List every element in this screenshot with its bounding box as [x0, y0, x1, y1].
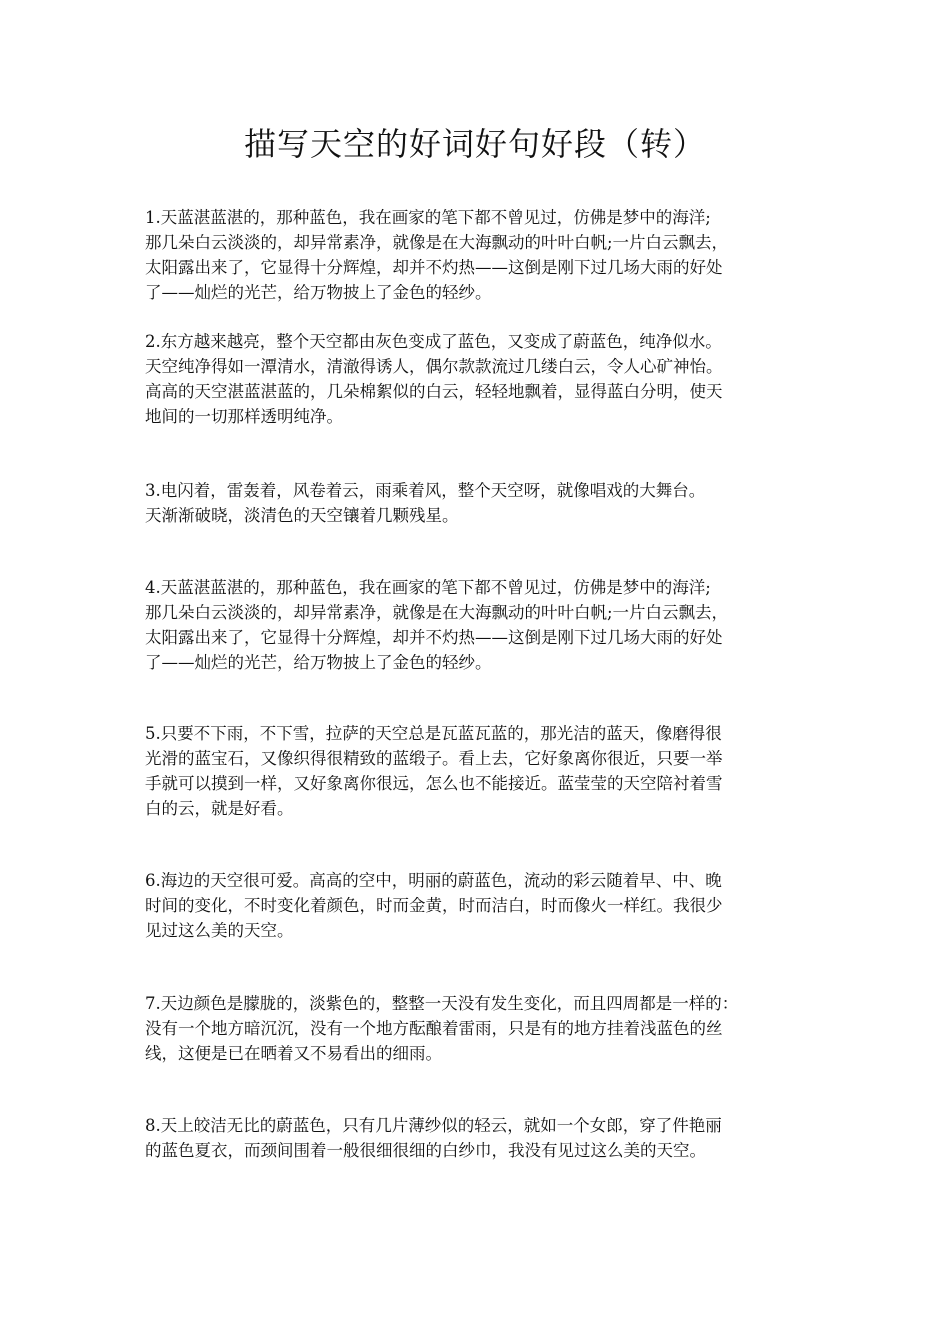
paragraph-line: 没有一个地方暗沉沉，没有一个地方酝酿着雷雨，只是有的地方挂着浅蓝色的丝: [145, 1019, 723, 1038]
paragraph-line: 2.东方越来越亮，整个天空都由灰色变成了蓝色，又变成了蔚蓝色，纯净似水。: [145, 332, 722, 351]
paragraph-line: 高高的天空湛蓝湛蓝的，几朵棉絮似的白云，轻轻地飘着，显得蓝白分明，使天: [145, 382, 723, 401]
paragraph-line: 天空纯净得如一潭清水，清澈得诱人，偶尔款款流过几缕白云，令人心矿神怡。: [145, 357, 723, 376]
paragraph-8: [145, 1113, 815, 1163]
paragraph-line: 光滑的蓝宝石，又像织得很精致的蓝缎子。看上去，它好象离你很近，只要一举: [145, 749, 723, 768]
paragraph-line: 手就可以摸到一样，又好象离你很远，怎么也不能接近。蓝莹莹的天空陪衬着雪: [145, 774, 723, 793]
paragraph-5: [145, 721, 815, 821]
paragraph-line: 了——灿烂的光芒，给万物披上了金色的轻纱。: [145, 283, 492, 302]
paragraph-4: [145, 575, 815, 675]
paragraph-3: [145, 478, 815, 528]
paragraph-2: [145, 329, 815, 429]
paragraph-line: 7.天边颜色是朦胧的，淡紫色的，整整一天没有发生变化，而且四周都是一样的：: [145, 994, 739, 1013]
paragraph-line: 那几朵白云淡淡的，却异常素净，就像是在大海飘动的叶叶白帆;一片白云飘去，: [145, 603, 729, 622]
paragraph-line: 时间的变化，不时变化着颜色，时而金黄，时而洁白，时而像火一样红。我很少: [145, 896, 723, 915]
paragraph-line: 1.天蓝湛蓝湛的，那种蓝色，我在画家的笔下都不曾见过，仿佛是梦中的海洋;: [145, 208, 711, 227]
paragraph-line: 太阳露出来了，它显得十分辉煌，却并不灼热——这倒是刚下过几场大雨的好处: [145, 258, 723, 277]
document-title: 描写天空的好词好句好段（转）: [243, 125, 706, 163]
paragraph-line: 了——灿烂的光芒，给万物披上了金色的轻纱。: [145, 653, 492, 672]
paragraph-line: 白的云，就是好看。: [145, 799, 294, 818]
paragraph-line: 地间的一切那样透明纯净。: [145, 407, 343, 426]
paragraph-line: 太阳露出来了，它显得十分辉煌，却并不灼热——这倒是刚下过几场大雨的好处: [145, 628, 723, 647]
paragraph-7: [145, 991, 815, 1066]
paragraph-line: 3.电闪着，雷轰着，风卷着云，雨乘着风，整个天空呀，就像唱戏的大舞台。: [145, 481, 706, 500]
paragraph-line: 天渐渐破晓，淡清色的天空镶着几颗残星。: [145, 506, 459, 525]
paragraph-6: [145, 868, 815, 943]
paragraph-line: 4.天蓝湛蓝湛的，那种蓝色，我在画家的笔下都不曾见过，仿佛是梦中的海洋;: [145, 578, 711, 597]
paragraph-line: 的蓝色夏衣，而颈间围着一般很细很细的白纱巾，我没有见过这么美的天空。: [145, 1141, 706, 1160]
paragraph-line: 见过这么美的天空。: [145, 921, 294, 940]
paragraph-line: 那几朵白云淡淡的，却异常素净，就像是在大海飘动的叶叶白帆;一片白云飘去，: [145, 233, 729, 252]
paragraph-line: 8.天上皎洁无比的蔚蓝色，只有几片薄纱似的轻云，就如一个女郎，穿了件艳丽: [145, 1116, 722, 1135]
paragraph-line: 5.只要不下雨，不下雪，拉萨的天空总是瓦蓝瓦蓝的，那光洁的蓝天，像磨得很: [145, 724, 722, 743]
paragraph-line: 6.海边的天空很可爱。高高的空中，明丽的蔚蓝色，流动的彩云随着早、中、晚: [145, 871, 722, 890]
paragraph-1: [145, 205, 815, 305]
paragraph-line: 线，这便是已在晒着又不易看出的细雨。: [145, 1044, 442, 1063]
